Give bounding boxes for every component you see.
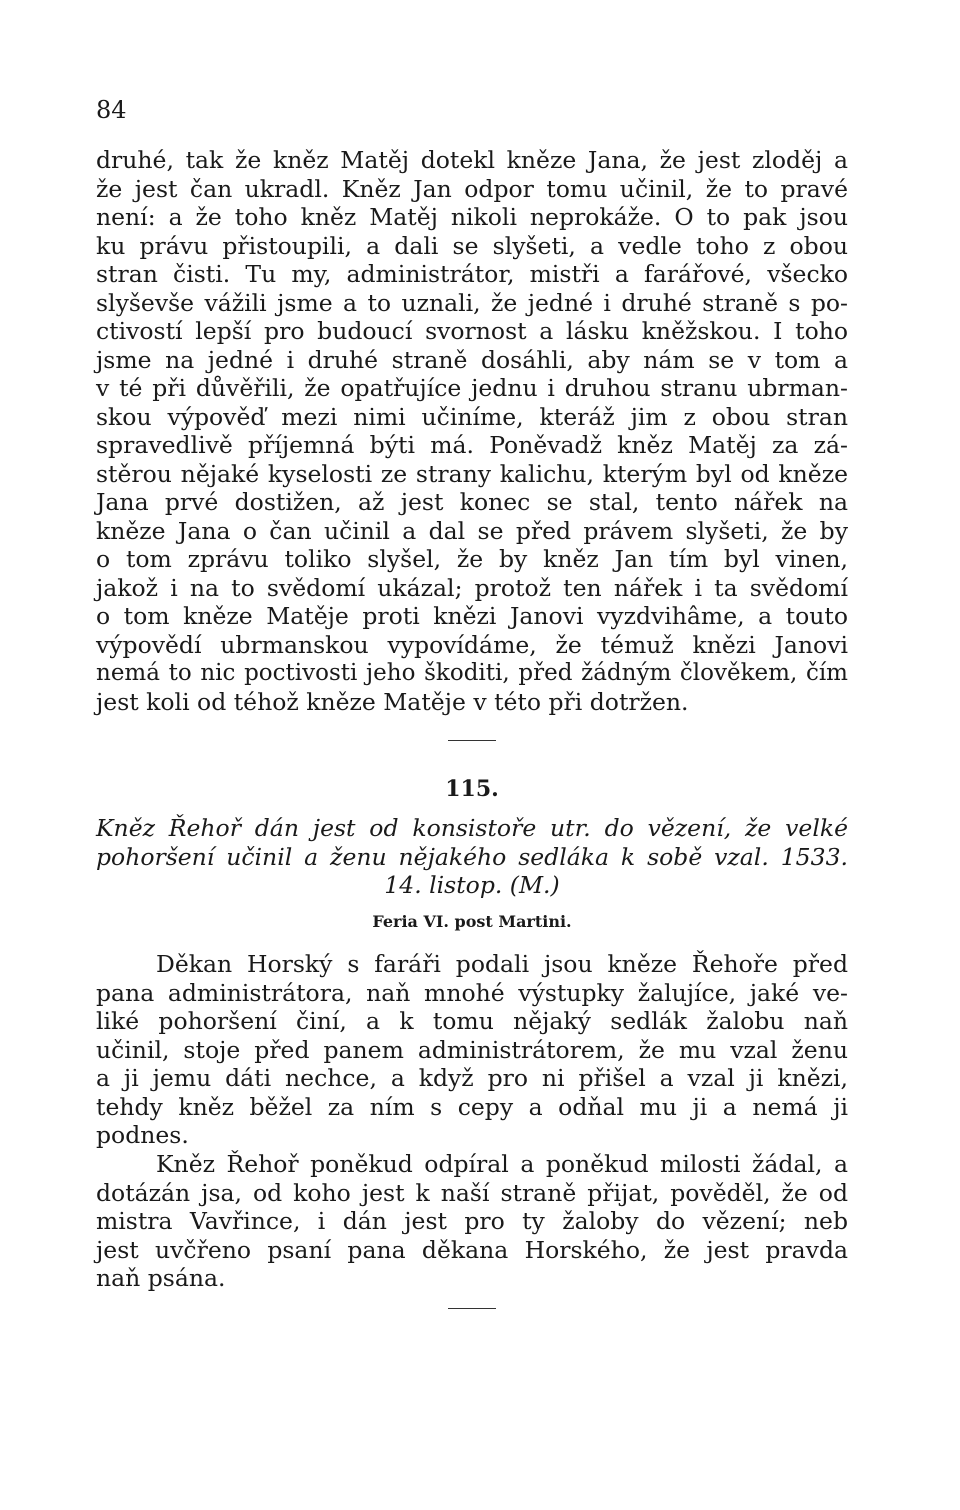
section-number: 115. bbox=[445, 776, 499, 802]
section-divider bbox=[448, 740, 496, 741]
text-line: podnes. bbox=[96, 1121, 189, 1149]
text-line: Děkan Horský s faráři podali jsou kněze Řehoře před bbox=[156, 950, 848, 978]
text-line: jest uvčřeno psaní pana děkana Horského, že jest pravda bbox=[96, 1235, 848, 1264]
text-line: o tom zprávu toliko slyšel, že by kněz Jan tím byl vinen, bbox=[96, 545, 848, 573]
text-line: Jana prvé dostižen, až jest konec se stal, tento nářek na bbox=[96, 488, 848, 516]
text-line: výpovědí ubrmanskou vypovídáme, že témuž knězi Janovi bbox=[96, 630, 848, 659]
text-line: kněze Jana o čan učinil a dal se před právem slyšeti, že by bbox=[96, 516, 848, 545]
text-line: o tom kněze Matěje proti knězi Janovi vyzdvihâme, a touto bbox=[96, 602, 848, 630]
text-line: v té při důvěřili, že opatřujíce jednu i druhou stranu ubrman- bbox=[96, 374, 848, 402]
text-line: slyševše vážili jsme a to uznali, že jedné i druhé straně s po- bbox=[96, 288, 848, 317]
text-line: jsme na jedné i druhé straně dosáhli, aby nám se v tom a bbox=[96, 345, 848, 374]
text-line: pana administrátora, naň mnohé výstupky žalujíce, jaké ve- bbox=[96, 978, 848, 1007]
text-line: druhé, tak že kněz Matěj dotekl kněze Jana, že jest zloděj a bbox=[96, 146, 848, 174]
text-line: stěrou nějaké kyselosti ze strany kalichu, kterým byl od kněze bbox=[96, 459, 848, 488]
text-line: ku právu přistoupili, a dali se slyšeti, a vedle toho z obou bbox=[96, 231, 848, 260]
page-number: 84 bbox=[96, 96, 127, 124]
text-line: tehdy kněz běžel za ním s cepy a odňal mu ji a nemá ji bbox=[96, 1092, 848, 1121]
text-line: naň psána. bbox=[96, 1264, 226, 1292]
text-line: není: a že toho kněz Matěj nikoli neprokáže. O to pak jsou bbox=[96, 203, 848, 231]
section-summary bbox=[96, 814, 848, 900]
text-line: jakož i na to svědomí ukázal; protož ten nářek i ta svědomí bbox=[96, 573, 848, 602]
text-line: že jest čan ukradl. Kněz Jan odpor tomu učinil, že to pravé bbox=[96, 174, 848, 203]
text-line: skou výpověď mezi nimi učiníme, kteráž jim z obou stran bbox=[96, 402, 848, 431]
text-line: Kněz Řehoř dán jest od konsistoře utr. do vězení, že velké bbox=[96, 814, 848, 842]
text-line: pohoršení učinil a ženu nějakého sedláka k sobě vzal. 1533. bbox=[96, 842, 848, 871]
text-line: jest koli od téhož kněze Matěje v této při dotržen. bbox=[96, 687, 689, 716]
date-heading: Feria VI. post Martini. bbox=[372, 912, 572, 931]
text-line: ctivostí lepší pro budoucí svornost a lásku kněžskou. I toho bbox=[96, 317, 848, 345]
text-line: liké pohoršení činí, a k tomu nějaký sedlák žalobu naň bbox=[96, 1007, 848, 1035]
text-line: stran čisti. Tu my, administrátor, mistři a farářové, všecko bbox=[96, 260, 848, 288]
text-line: spravedlivě příjemná býti má. Poněvadž kněz Matěj za zá- bbox=[96, 431, 848, 459]
text-line: Kněz Řehoř poněkud odpíral a poněkud milosti žádal, a bbox=[156, 1150, 848, 1178]
text-line: dotázán jsa, od koho jest k naší straně přijat, pověděl, že od bbox=[96, 1178, 848, 1207]
text-line: nemá to nic poctivosti jeho škoditi, před žádným člověkem, čím bbox=[96, 660, 848, 686]
paragraph-3 bbox=[96, 1150, 848, 1293]
text-line: 14. listop. (M.) bbox=[384, 871, 560, 899]
paragraph-1 bbox=[96, 146, 848, 716]
end-divider bbox=[448, 1308, 496, 1309]
text-line: a ji jemu dáti nechce, a když pro ni přišel a vzal ji knězi, bbox=[96, 1064, 848, 1092]
paragraph-2 bbox=[96, 950, 848, 1150]
text-line: mistra Vavřince, i dán jest pro ty žaloby do vězení; neb bbox=[96, 1207, 848, 1235]
text-line: učinil, stoje před panem administrátorem, že mu vzal ženu bbox=[96, 1035, 848, 1064]
